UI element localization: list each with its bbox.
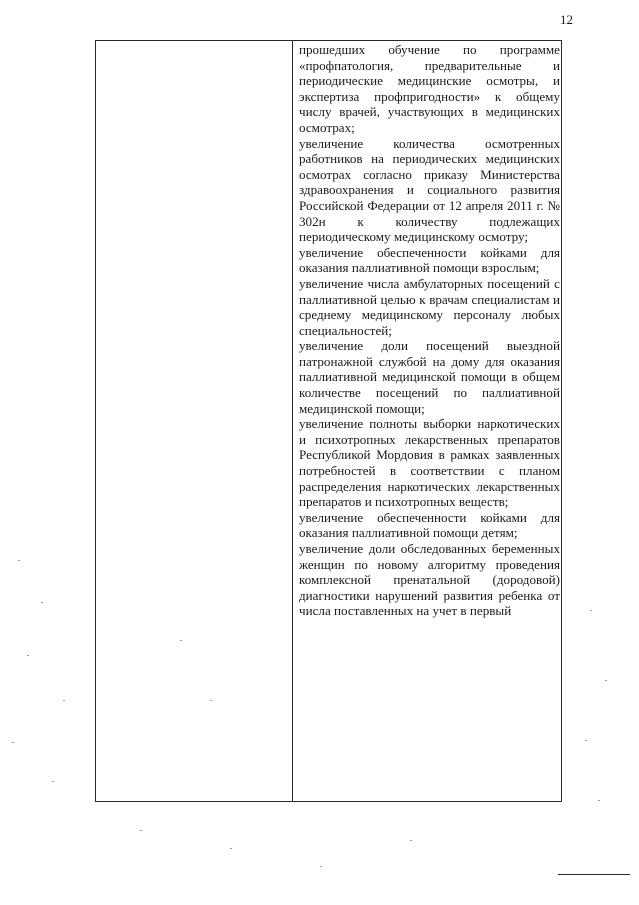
indicator-paragraph: увеличение доли обследованных беременных женщин по новому алгоритму проведения комплексной пренатальной (дородовой) диагностики нарушений развития ребенка от числа поставленных на учет в первый	[299, 541, 560, 619]
scan-speckle	[27, 655, 29, 656]
scan-speckle	[585, 740, 587, 741]
scan-speckle	[320, 866, 322, 867]
indicator-table	[95, 40, 562, 802]
scan-speckle	[41, 602, 43, 603]
page-number: 12	[560, 12, 573, 27]
column-divider	[292, 41, 293, 801]
scan-speckle	[230, 848, 232, 849]
indicators-column	[299, 42, 560, 619]
indicator-paragraph: прошедших обучение по программе «профпатология, предварительные и периодические медицинские осмотры, и экспертиза профпригодности» к общему числу врачей, участвующих в медицинских осмотрах;	[299, 42, 560, 135]
scan-speckle	[52, 781, 54, 782]
indicator-paragraph: увеличение обеспеченности койками для оказания паллиативной помощи взрослым;	[299, 244, 560, 276]
scan-speckle	[605, 680, 607, 681]
indicator-paragraph: увеличение количества осмотренных работников на периодических медицинских осмотрах согласно приказу Министерства здравоохранения и социального развития Российской Федерации от 12 апреля 2011 г. № 302н к количеству подлежащих периодическому медицинскому осмотру;	[299, 135, 560, 245]
scan-speckle	[12, 742, 14, 743]
scan-speckle	[598, 800, 600, 801]
scan-speckle	[210, 700, 212, 701]
scan-speckle	[410, 840, 412, 841]
indicator-paragraph: увеличение доли посещений выездной патронажной службой на дому для оказания паллиативной медицинской помощи в общем количестве посещений по паллиативной медицинской помощи;	[299, 338, 560, 416]
scan-speckle	[63, 700, 65, 701]
scan-speckle	[590, 610, 592, 611]
indicator-paragraph: увеличение полноты выборки наркотических и психотропных лекарственных препаратов Республикой Мордовия в рамках заявленных потребностей в соответствии с планом распределения наркотических лекарственных препаратов и психотропных веществ;	[299, 416, 560, 510]
indicator-paragraph: увеличение обеспеченности койками для оказания паллиативной помощи детям;	[299, 509, 560, 541]
bottom-rule	[558, 874, 630, 875]
indicator-paragraph: увеличение числа амбулаторных посещений с паллиативной целью к врачам специалистам и среднему медицинскому персоналу любых специальностей;	[299, 275, 560, 338]
scan-speckle	[140, 830, 142, 831]
scan-speckle	[18, 560, 20, 561]
scan-speckle	[180, 640, 182, 641]
